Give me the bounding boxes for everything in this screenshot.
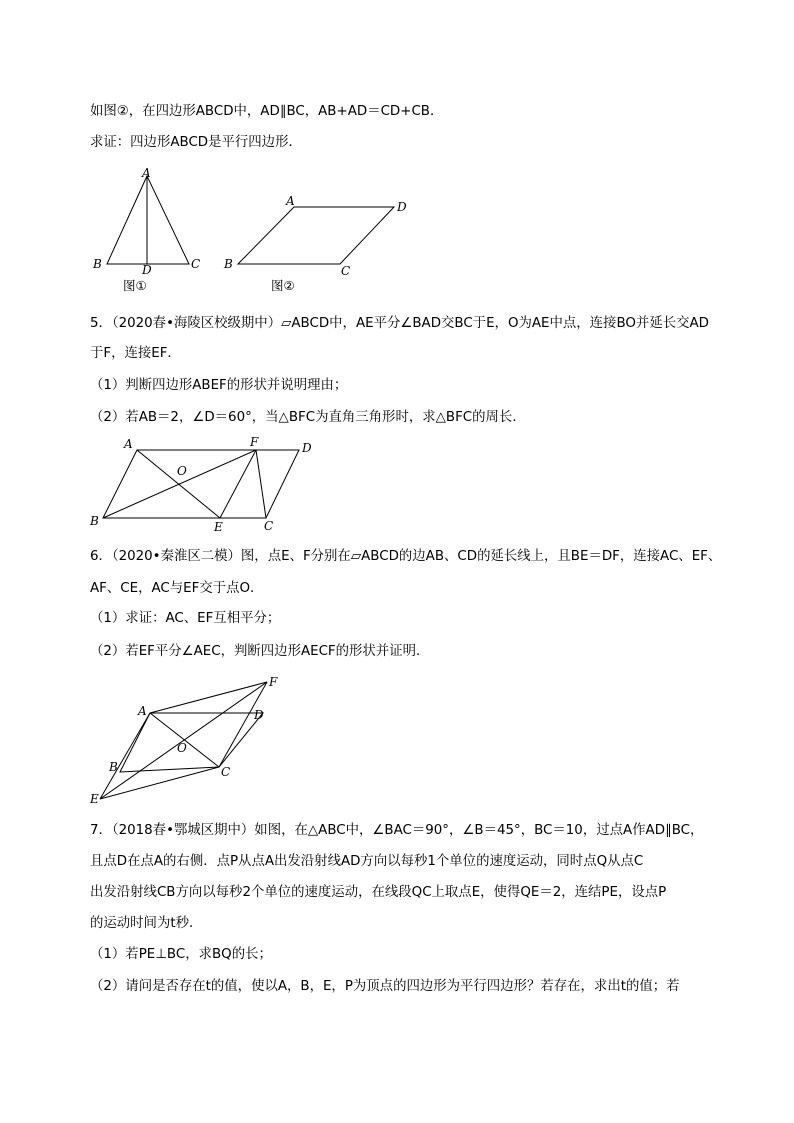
text-line: 6．（2020•秦淮区二模）图，点E、F分别在▱ABCD的边AB、CD的延长线上，且BE＝DF，连接AC、EF、 [90,549,722,564]
label-C: C [341,264,351,278]
text-line: （1）求证：AC、EF互相平分； [90,611,281,626]
caption-figure-2: 图② [271,278,295,293]
label-A: A [286,194,295,208]
figure-parallelogram-abef [80,430,340,540]
text-line: 的运动时间为t秒． [90,916,203,931]
text-line: 于F，连接EF． [90,346,181,361]
label-F: F [269,675,278,689]
caption-figure-1: 图① [123,278,147,293]
label-O: O [177,464,187,478]
label-B: B [224,257,233,271]
label-F: F [250,435,259,449]
label-A: A [142,166,151,180]
figure-parallelogram-aecf [80,672,300,812]
text-line: 出发沿射线CB方向以每秒2个单位的速度运动，在线段QC上取点E，使得QE＝2，连结PE，设点P [90,885,667,900]
parallelogram-figure [223,194,407,293]
text-line: 如图②，在四边形ABCD中，AD∥BC，AB+AD＝CD+CB． [90,104,444,119]
text-line: 求证：四边形ABCD是平行四边形． [90,135,302,150]
label-D: D [254,708,264,722]
text-line: 且点D在点A的右侧．点P从点A出发沿射线AD方向以每秒1个单位的速度运动，同时点Q从点C [90,854,644,869]
text-line: （2）若AB＝2，∠D＝60°，当△BFC为直角三角形时，求△BFC的周长． [90,410,526,425]
figure-triangle-parallelogram [80,160,440,300]
label-A: A [138,704,147,718]
label-D: D [302,441,312,455]
text-line: （2）若EF平分∠AEC，判断四边形AECF的形状并证明． [90,644,430,659]
label-C: C [221,765,231,779]
label-B: B [93,257,102,271]
label-E: E [214,520,223,534]
text-line: （1）判断四边形ABEF的形状并说明理由； [90,378,348,393]
label-A: A [124,437,133,451]
label-D: D [142,263,152,277]
label-E: E [90,792,99,806]
label-O: O [177,741,187,755]
text-line: （1）若PE⊥BC，求BQ的长； [90,947,272,962]
label-B: B [109,760,118,774]
label-D: D [397,200,407,214]
triangle-figure [92,166,200,293]
text-line: 7．（2018春•鄂城区期中）如图，在△ABC中，∠BAC＝90°，∠B＝45°，BC＝10，过点A作AD∥BC， [90,823,704,838]
label-B: B [90,514,99,528]
label-C: C [264,519,274,533]
text-line: 5．（2020春•海陵区校级期中）▱ABCD中，AE平分∠BAD交BC于E，O为AE中点，连接BO并延长交AD [90,316,709,331]
label-C: C [191,257,201,271]
text-line: AF、CE，AC与EF交于点O． [90,581,264,596]
text-line: （2）请问是否存在t的值，使以A，B，E，P为顶点的四边形为平行四边形？若存在，求出t的值；若 [90,979,680,994]
